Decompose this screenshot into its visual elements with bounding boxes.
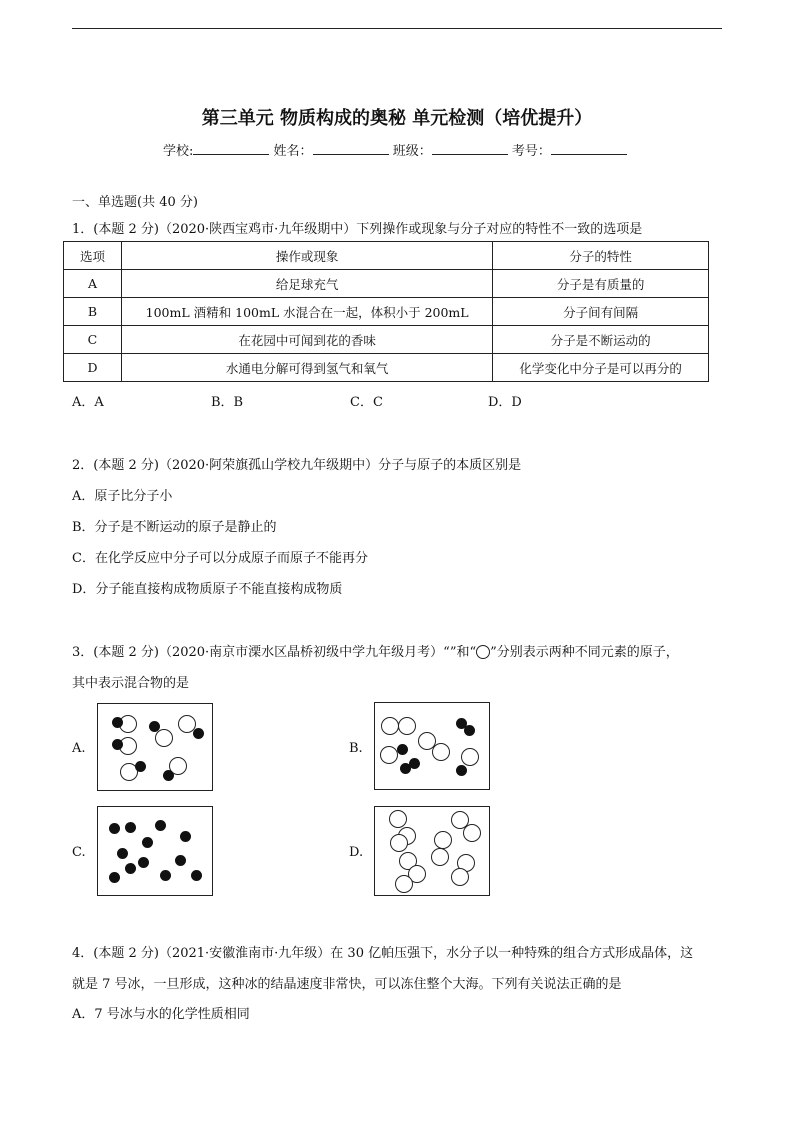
white-atom-icon: [461, 748, 479, 766]
white-atom-icon: [380, 746, 398, 764]
black-atom-icon: [397, 744, 408, 755]
q4-option-a[interactable]: A．7 号冰与水的化学性质相同: [72, 1007, 250, 1022]
black-atom-icon: [456, 765, 467, 776]
table-header-cell: 分子的特性: [493, 242, 709, 270]
q3-option-c-label[interactable]: C.: [72, 845, 86, 860]
table-cell: 在花园中可闻到花的香味: [121, 326, 492, 354]
q3-stem-part1: 3．(本题 2 分)（2020·南京市溧水区晶桥初级中学九年级月考）“: [72, 645, 450, 660]
white-atom-icon: [389, 810, 407, 828]
white-atom-icon: [434, 831, 452, 849]
school-blank[interactable]: [193, 142, 269, 155]
table-cell: A: [64, 270, 122, 298]
q3-stem-part3: ”分别表示两种不同元素的原子，: [490, 645, 679, 660]
black-atom-icon: [112, 739, 123, 750]
q3-stem: [72, 641, 679, 660]
table-cell: 分子是有质量的: [493, 270, 709, 298]
white-atom-icon: [431, 848, 449, 866]
q2-option-d[interactable]: D．分子能直接构成物质原子不能直接构成物质: [72, 582, 343, 597]
q1-table: [63, 241, 709, 382]
table-header-cell: 选项: [64, 242, 122, 270]
black-atom-icon: [125, 822, 136, 833]
table-cell: 100mL 酒精和 100mL 水混合在一起，体积小于 200mL: [121, 298, 492, 326]
white-atom-icon: [476, 645, 490, 659]
table-cell: 水通电分解可得到氢气和氧气: [121, 354, 492, 382]
white-atom-icon: [432, 743, 450, 761]
q3-option-b-label[interactable]: B.: [349, 741, 363, 756]
black-atom-icon: [135, 761, 146, 772]
exam-number-label: 考号：: [511, 144, 551, 159]
q3-stem-part2: ”和“: [449, 645, 477, 660]
header-rule: [72, 28, 722, 29]
table-row: [64, 298, 709, 326]
table-cell: D: [64, 354, 122, 382]
class-blank[interactable]: [432, 142, 508, 155]
q1-option-d[interactable]: D．D: [488, 395, 522, 410]
white-atom-icon: [395, 875, 413, 893]
black-atom-icon: [149, 721, 160, 732]
q2-option-b[interactable]: B．分子是不断运动的原子是静止的: [72, 520, 277, 535]
black-atom-icon: [117, 848, 128, 859]
class-label: 班级：: [392, 144, 432, 159]
table-cell: B: [64, 298, 122, 326]
black-atom-icon: [193, 728, 204, 739]
table-header-row: [64, 242, 709, 270]
q2-option-c[interactable]: C．在化学反应中分子可以分成原子而原子不能再分: [72, 551, 368, 566]
table-cell: 分子间有间隔: [493, 298, 709, 326]
black-atom-icon: [180, 831, 191, 842]
black-atom-icon: [109, 823, 120, 834]
section-title: 一、单选题(共 40 分): [72, 195, 198, 210]
q3-option-a-diagram[interactable]: [97, 703, 213, 791]
white-atom-icon: [390, 834, 408, 852]
q1-stem: 1．(本题 2 分)（2020·陕西宝鸡市·九年级期中）下列操作或现象与分子对应的特性不一致的选项是: [72, 222, 643, 237]
black-atom-icon: [163, 770, 174, 781]
table-row: [64, 354, 709, 382]
table-cell: 化学变化中分子是可以再分的: [493, 354, 709, 382]
black-atom-icon: [191, 870, 202, 881]
white-atom-icon: [381, 717, 399, 735]
q3-option-b-diagram[interactable]: [374, 702, 490, 790]
black-atom-icon: [175, 855, 186, 866]
name-label: 姓名：: [273, 144, 313, 159]
page-title: 第三单元 物质构成的奥秘 单元检测（培优提升）: [201, 108, 593, 129]
q1-option-c[interactable]: C．C: [350, 395, 383, 410]
white-atom-icon: [463, 824, 481, 842]
black-atom-icon: [112, 717, 123, 728]
q1-option-b[interactable]: B．B: [211, 395, 244, 410]
black-atom-icon: [125, 863, 136, 874]
black-atom-icon: [155, 820, 166, 831]
q3-stem-line2: 其中表示混合物的是: [72, 676, 190, 691]
q3-option-a-label[interactable]: A.: [72, 741, 86, 756]
q3-option-d-label[interactable]: D.: [349, 845, 364, 860]
table-cell: C: [64, 326, 122, 354]
black-atom-icon: [409, 758, 420, 769]
table-cell: 分子是不断运动的: [493, 326, 709, 354]
white-atom-icon: [451, 868, 469, 886]
black-atom-icon: [160, 870, 171, 881]
white-atom-icon: [155, 729, 173, 747]
black-atom-icon: [464, 725, 475, 736]
table-header-cell: 操作或现象: [121, 242, 492, 270]
exam-number-blank[interactable]: [551, 142, 627, 155]
q1-option-a[interactable]: A．A: [72, 395, 104, 410]
q4-stem-line2: 就是 7 号冰，一旦形成，这种冰的结晶速度非常快，可以冻住整个大海。下列有关说法正确的是: [72, 977, 622, 992]
table-row: [64, 270, 709, 298]
q4-stem-line1: 4．(本题 2 分)（2021·安徽淮南市·九年级）在 30 亿帕压强下，水分子以一种特殊的组合方式形成晶体，这: [72, 946, 694, 961]
black-atom-icon: [138, 857, 149, 868]
table-cell: 给足球充气: [121, 270, 492, 298]
student-info-line: [163, 140, 627, 159]
q3-option-d-diagram[interactable]: [374, 806, 490, 896]
table-row: [64, 326, 709, 354]
school-label: 学校:: [163, 144, 194, 159]
name-blank[interactable]: [313, 142, 389, 155]
black-atom-icon: [142, 837, 153, 848]
q3-option-c-diagram[interactable]: [97, 806, 213, 896]
q2-option-a[interactable]: A．原子比分子小: [72, 489, 173, 504]
white-atom-icon: [398, 717, 416, 735]
black-atom-icon: [109, 872, 120, 883]
q2-stem: 2．(本题 2 分)（2020·阿荣旗孤山学校九年级期中）分子与原子的本质区别是: [72, 458, 522, 473]
